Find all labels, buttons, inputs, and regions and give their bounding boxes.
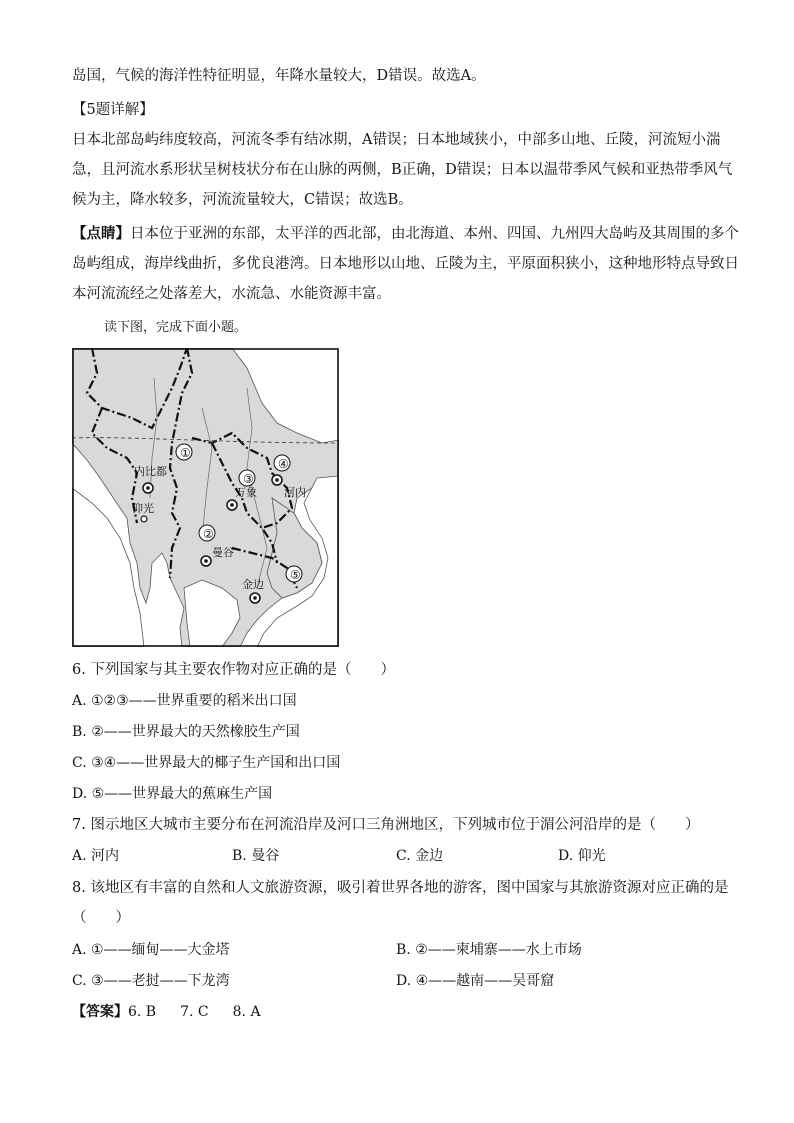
q5-header: 【5题详解】 — [72, 102, 154, 118]
q7-option-d: D. 仰光 — [558, 848, 606, 864]
answer-line — [72, 1002, 261, 1022]
q7-stem: 7. 图示地区大城市主要分布在河流沿岸及河口三角洲地区，下列城市位于湄公河沿岸的是（ ） — [72, 817, 700, 833]
q5-line-3: 候为主，降水较多，河流流量较大，C错误；故选B。 — [72, 192, 413, 208]
city-naypyidaw-label: 内比都 — [134, 465, 167, 478]
city-yangon-dot — [141, 516, 147, 522]
q5-line-2: 急，且河流水系形状呈树枝状分布在山脉的两侧，B正确，D错误；日本以温带季风气候和亚热带季风气 — [72, 162, 733, 178]
q6-option-c: C. ③④——世界最大的椰子生产国和出口国 — [72, 755, 341, 771]
marker-4-label: ④ — [278, 457, 289, 471]
dianjing-text-1: 日本位于亚洲的东部，太平洋的西北部，由北海道、本州、四国、九州四大岛屿及其周围的多个 — [130, 226, 739, 242]
marker-3-label: ③ — [243, 472, 254, 486]
q8-stem-line-2: （ ） — [72, 910, 130, 926]
dianjing-line-3: 本河流流经之处落差大，水流急、水能资源丰富。 — [72, 286, 391, 302]
southeast-asia-map — [72, 348, 339, 647]
marker-1-label: ① — [180, 446, 191, 460]
answer-label: 【答案】 — [72, 1004, 128, 1020]
q8-stem-line-1: 8. 该地区有丰富的自然和人文旅游资源，吸引着世界各地的游客，图中国家与其旅游资源对应正确的是 — [72, 880, 729, 896]
q6-option-d: D. ⑤——世界最大的蕉麻生产国 — [72, 786, 273, 802]
q8-option-b: B. ②——柬埔寨——水上市场 — [396, 942, 582, 958]
q8-option-c: C. ③——老挝——下龙湾 — [72, 973, 230, 989]
q7-option-c: C. 金边 — [396, 848, 444, 864]
q6-option-b: B. ②——世界最大的天然橡胶生产国 — [72, 724, 300, 740]
q7-option-b: B. 曼谷 — [232, 848, 280, 864]
q5-line-1: 日本北部岛屿纬度较高，河流冬季有结冰期，A错误；日本地域狭小，中部多山地、丘陵，河流短小湍 — [72, 132, 721, 148]
city-bangkok-label: 曼谷 — [212, 546, 234, 559]
marker-2-label: ② — [203, 527, 214, 541]
q8-option-d: D. ④——越南——吴哥窟 — [396, 973, 555, 989]
city-hanoi-label: 河内 — [284, 486, 306, 499]
dianjing-line-2: 岛屿组成，海岸线曲折，多优良港湾。日本地形以山地、丘陵为主，平原面积狭小，这种地形特点导致日 — [72, 256, 739, 272]
city-vientiane-label: 万象 — [235, 486, 257, 499]
city-yangon-label: 仰光 — [132, 502, 154, 515]
dianjing-line-1 — [72, 224, 739, 244]
map-intro: 读下图，完成下面小题。 — [104, 320, 248, 335]
paragraph-continuation: 岛国，气候的海洋性特征明显，年降水量较大，D错误。故选A。 — [72, 68, 486, 84]
q7-option-a: A. 河内 — [72, 848, 120, 864]
q6-option-a: A. ①②③——世界重要的稻米出口国 — [72, 693, 297, 709]
q6-stem: 6. 下列国家与其主要农作物对应正确的是（ ） — [72, 662, 395, 678]
dianjing-label: 【点睛】 — [72, 225, 130, 242]
answer-6: 6. B — [128, 1004, 157, 1020]
marker-5-label: ⑤ — [290, 568, 301, 582]
city-phnompenh-label: 金边 — [242, 578, 264, 591]
q8-option-a: A. ①——缅甸——大金塔 — [72, 942, 230, 958]
answer-8: 8. A — [232, 1004, 261, 1020]
answer-7: 7. C — [180, 1004, 209, 1020]
